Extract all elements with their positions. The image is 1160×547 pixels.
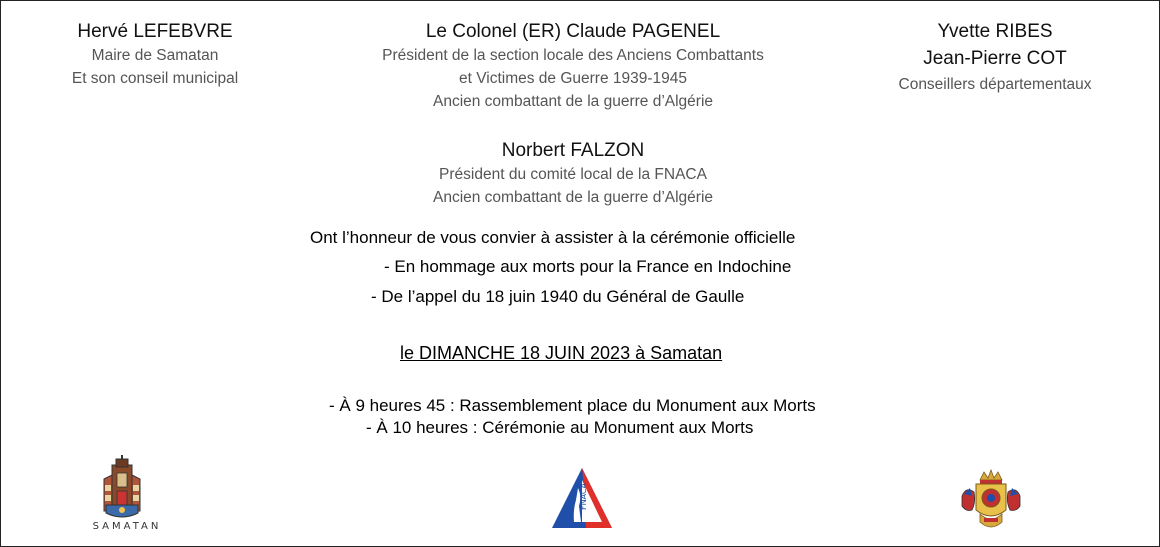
host-name: Jean-Pierre COT (923, 48, 1067, 69)
host-name: Hervé LEFEBVRE (77, 21, 233, 42)
host-title-line: Ancien combattant de la guerre d’Algérie (432, 93, 714, 110)
fnaca-emblem-icon (548, 466, 616, 532)
host-title-line: et Victimes de Guerre 1939-1945 (458, 70, 688, 87)
invitation-item: - En hommage aux morts pour la France en Indochine (384, 257, 792, 276)
ceremony-date: le DIMANCHE 18 JUIN 2023 à Samatan (400, 343, 723, 363)
host-fnaca-president (330, 139, 816, 209)
fnaca-logo-text: FNACA (579, 483, 588, 510)
host-title-line: Conseillers départementaux (898, 76, 1092, 93)
host-name: Norbert FALZON (501, 140, 645, 161)
host-title-line: Président du comité local de la FNACA (439, 166, 707, 183)
host-councillors (860, 20, 1130, 96)
program-item: - À 10 heures : Cérémonie au Monument aux Morts (366, 418, 754, 437)
fnaca-logo (548, 466, 616, 532)
samatan-logo (84, 455, 170, 539)
invitation-text: Ont l’honneur de vous convier à assister à la cérémonie officielle (310, 228, 796, 247)
host-title-line: Président de la section locale des Anciens Combattants (382, 47, 764, 64)
host-name: Yvette RIBES (937, 21, 1053, 42)
host-title-line: Et son conseil municipal (71, 70, 239, 87)
invitation-item: - De l’appel du 18 juin 1940 du Général de Gaulle (371, 287, 745, 306)
departmental-crest-logo (958, 466, 1024, 534)
host-mayor (20, 20, 290, 90)
gers-crest-icon (958, 466, 1024, 534)
host-title-line: Maire de Samatan (91, 47, 219, 64)
host-title-line: Ancien combattant de la guerre d’Algérie (432, 189, 714, 206)
host-colonel (330, 20, 816, 113)
samatan-crest-icon (84, 455, 170, 521)
host-name: Le Colonel (ER) Claude PAGENEL (425, 21, 721, 42)
samatan-logo-text: SAMATAN (92, 521, 162, 532)
program-item: - À 9 heures 45 : Rassemblement place du Monument aux Morts (329, 396, 816, 415)
